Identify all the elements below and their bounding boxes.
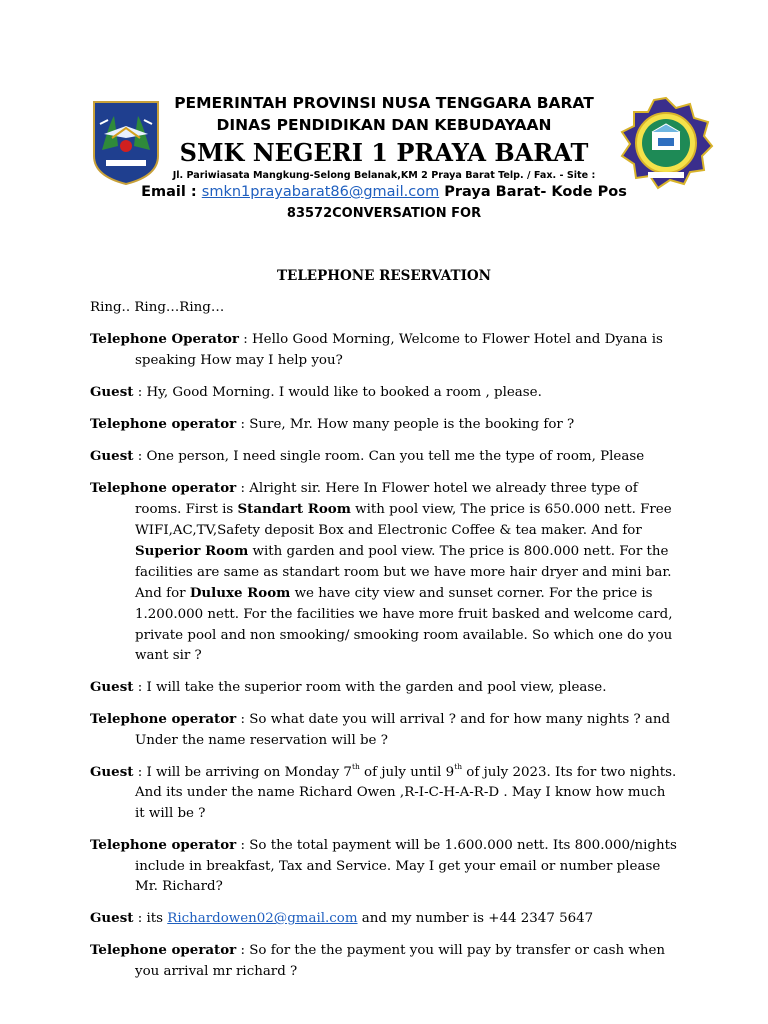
document-title: TELEPHONE RESERVATION xyxy=(276,268,492,284)
speaker-name: Telephone operator xyxy=(90,711,237,728)
dialogue-line xyxy=(90,382,678,404)
dialogue-text: of july until 9 xyxy=(359,764,455,780)
dialogue-text: : One person, I need single room. Can you tell me the type of room, Please xyxy=(137,448,645,464)
dialogue-line xyxy=(90,414,678,436)
dialogue-text: : So for the the payment you will pay by transfer or cash when you arrival mr richard ? xyxy=(135,943,666,979)
dialogue-text: : So what date you will arrival ? and for how many nights ? and Under the name reservation will be ? xyxy=(135,712,671,748)
dialogue-line xyxy=(90,940,678,982)
dialogue-line xyxy=(90,478,678,667)
dialogue-text: : So the total payment will be 1.600.000 nett. Its 800.000/nights include in breakfast, Tax and Service. May I get your email or number please Mr. Richard? xyxy=(135,837,677,895)
dialogue-line xyxy=(90,709,678,751)
dialogue-text: : I will be arriving on Monday 7 xyxy=(137,764,352,780)
dialogue-text: with garden and pool view. The price is 800.000 nett. For the facilities are same as standart room but we have more hair dryer and mini bar. And for xyxy=(135,544,672,602)
school-email-link[interactable]: smkn1prayabarat86@gmail.com xyxy=(201,184,440,200)
room-type-standard: Standart Room xyxy=(237,501,351,518)
dialogue-line xyxy=(90,677,678,699)
school-address: Jl. Pariwiasata Mangkung-Selong Belanak,KM 2 Praya Barat Telp. / Fax. - Site : xyxy=(172,170,596,181)
email-label: Email : xyxy=(141,184,197,200)
guest-email-link[interactable]: Richardowen02@gmail.com xyxy=(167,911,358,927)
dialogue-line xyxy=(90,446,678,468)
dialogue-text: : Hello Good Morning, Welcome to Flower Hotel and Dyana is speaking How may I help you? xyxy=(135,331,663,368)
intro-line: Ring.. Ring…Ring… xyxy=(90,300,225,315)
speaker-name: Guest xyxy=(90,763,134,780)
school-name: SMK NEGERI 1 PRAYA BARAT xyxy=(179,138,589,167)
email-row xyxy=(90,184,678,200)
dialogue-text: we have city view and sunset corner. For the price is 1.200.000 nett. For the facilities we have more fruit basked and welcome card, private pool and non smooking/ smooking room available. So which one do you want sir ? xyxy=(135,586,673,664)
letterhead-line2: DINAS PENDIDIKAN DAN KEBUDAYAAN xyxy=(216,116,552,134)
dialogue-text: with pool view, The price is 650.000 nett. Free WIFI,AC,TV,Safety deposit Box and Electronic Coffee & tea maker. And for xyxy=(135,502,672,538)
dialogue-line xyxy=(90,835,678,898)
dialogue-text: and my number is +44 2347 5647 xyxy=(357,911,594,927)
school-emblem-icon xyxy=(618,96,714,190)
speaker-name: Guest xyxy=(90,910,134,927)
dialogue-text: : Sure, Mr. How many people is the booking for ? xyxy=(240,416,575,432)
dialogue-text: : Hy, Good Morning. I would like to booked a room , please. xyxy=(137,384,542,400)
dialogue-line xyxy=(90,908,678,930)
room-type-superior: Superior Room xyxy=(135,543,249,560)
speaker-name: Telephone Operator xyxy=(90,330,239,347)
postcode-line: 83572CONVERSATION FOR xyxy=(286,206,482,221)
email-suffix: Praya Barat- Kode Pos xyxy=(444,184,627,200)
speaker-name: Telephone operator xyxy=(90,415,237,432)
letterhead-line1: PEMERINTAH PROVINSI NUSA TENGGARA BARAT xyxy=(174,94,594,112)
conversation-body xyxy=(90,298,678,993)
speaker-name: Telephone operator xyxy=(90,479,237,496)
dialogue-text: : I will take the superior room with the garden and pool view, please. xyxy=(137,680,607,696)
speaker-name: Guest xyxy=(90,679,134,696)
dialogue-line xyxy=(90,329,678,371)
dialogue-text: : its xyxy=(137,911,168,927)
speaker-name: Guest xyxy=(90,383,134,400)
speaker-name: Telephone operator xyxy=(90,836,237,853)
ordinal-suffix: th xyxy=(351,762,360,772)
speaker-name: Guest xyxy=(90,447,134,464)
dialogue-text: : Alright sir. Here In Flower hotel we already three type of rooms. First is xyxy=(135,480,638,518)
dialogue-text: of july 2023. Its for two nights. And its under the name Richard Owen ,R-I-C-H-A-R-D . May I know how much it will be ? xyxy=(135,764,677,821)
speaker-name: Telephone operator xyxy=(90,942,237,959)
room-type-deluxe: Duluxe Room xyxy=(189,585,291,602)
dialogue-line xyxy=(90,762,678,825)
ordinal-suffix: th xyxy=(454,762,463,772)
